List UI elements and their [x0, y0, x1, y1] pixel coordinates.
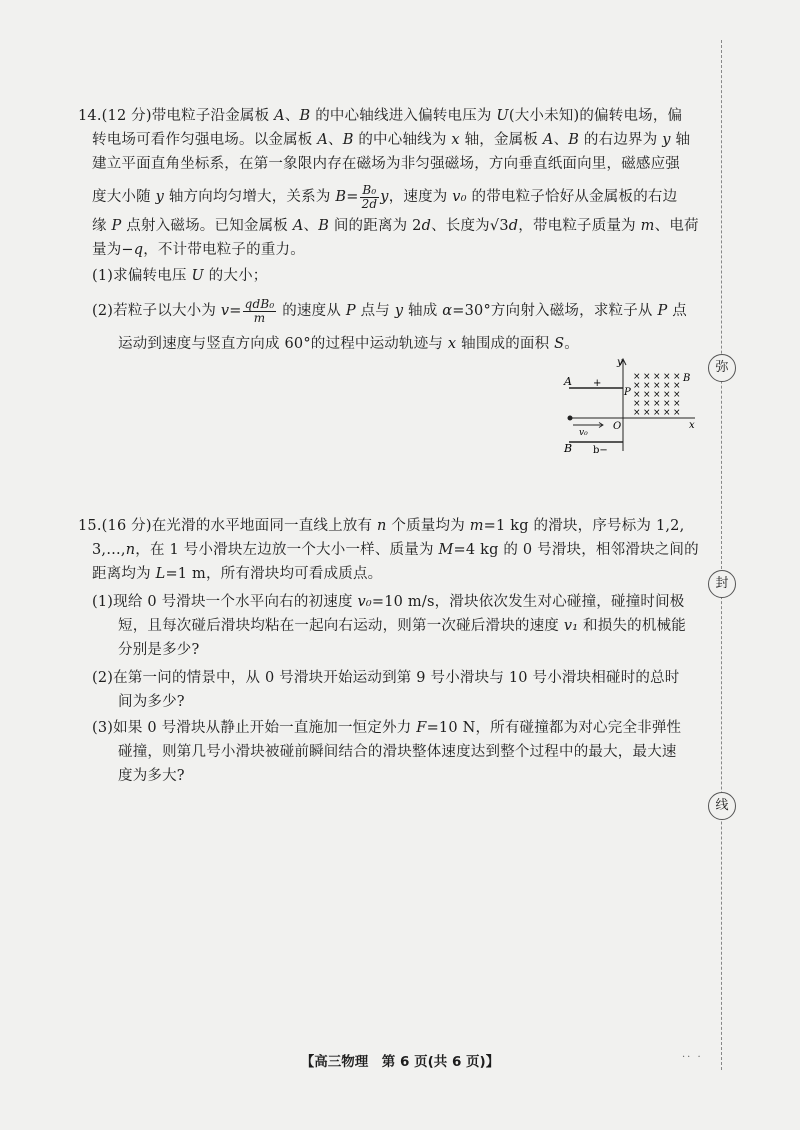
- field-cross: ×: [673, 381, 681, 391]
- var: U: [496, 108, 509, 124]
- var: B: [299, 108, 311, 124]
- q14-part-2-cont: [118, 334, 579, 354]
- label-plate-a: A: [564, 375, 572, 388]
- var: S: [554, 336, 565, 352]
- q15-part-1: [92, 592, 685, 612]
- var: x: [447, 336, 457, 352]
- text: 、: [303, 218, 319, 234]
- field-cross: ×: [633, 408, 641, 418]
- text: =1 kg 的滑块，序号标为 1,2,: [483, 518, 685, 534]
- q15-part-2-cont: 间为多少?: [118, 694, 185, 710]
- text: 、电荷: [654, 218, 699, 234]
- q14-line-5: [92, 216, 699, 236]
- text: 15.(16 分)在光滑的水平地面同一直线上放有: [78, 518, 378, 534]
- field-cross: ×: [673, 390, 681, 400]
- text: 的带电粒子恰好从金属板的右边: [466, 189, 678, 205]
- deflection-figure: [555, 355, 705, 460]
- label-plate-b: B: [564, 442, 573, 455]
- field-cross: ×: [643, 399, 651, 409]
- q15-part-2: (2)在第一问的情景中，从 0 号滑块开始运动到第 9 号小滑块与 10 号小滑块相碰时的总时: [92, 670, 680, 686]
- text: 运动到速度与竖直方向成 60°的过程中运动轨迹与: [118, 336, 448, 352]
- text: 距离均为: [92, 566, 156, 582]
- field-cross: ×: [663, 372, 671, 382]
- text: 量为−: [92, 242, 134, 258]
- field-cross: ×: [633, 399, 641, 409]
- field-cross: ×: [673, 372, 681, 382]
- field-cross: ×: [653, 390, 661, 400]
- text: 点与: [355, 303, 395, 319]
- var: y: [662, 132, 671, 148]
- q14-line-1: [78, 106, 682, 126]
- var: A: [542, 132, 554, 148]
- text: (1)求偏转电压: [92, 268, 192, 284]
- field-cross: ×: [673, 399, 681, 409]
- text: 、: [327, 132, 343, 148]
- text: =10 N，所有碰撞都为对心完全非弹性: [426, 720, 682, 736]
- text: 点射入磁场。已知金属板: [121, 218, 293, 234]
- text: 。: [564, 336, 579, 352]
- text: 转电场可看作匀强电场。以金属板: [92, 132, 318, 148]
- field-cross: ×: [643, 372, 651, 382]
- var: A: [292, 218, 304, 234]
- label-x: x: [689, 420, 695, 431]
- text: 轴，金属板: [459, 132, 543, 148]
- text: (2)若粒子以大小为: [92, 303, 221, 319]
- var: P: [111, 218, 122, 234]
- text: 轴围成的面积: [456, 336, 555, 352]
- var: α: [442, 303, 453, 319]
- q14-line-2: [92, 130, 690, 150]
- text: 短，且每次碰后滑块均粘在一起向右运动，则第一次碰后滑块的速度: [118, 618, 564, 634]
- particle: [568, 416, 573, 421]
- label-minus: b−: [593, 445, 608, 456]
- text: 、: [284, 108, 300, 124]
- field-cross: ×: [653, 381, 661, 391]
- text: =1 m，所有滑块均可看成质点。: [165, 566, 383, 582]
- text: 14.(12 分)带电粒子沿金属板: [78, 108, 275, 124]
- field-cross: ×: [653, 372, 661, 382]
- label-o: O: [613, 421, 622, 432]
- field-cross: ×: [633, 390, 641, 400]
- q15-line-1: [78, 516, 684, 536]
- text: 缘: [92, 218, 112, 234]
- var: v₁: [563, 618, 579, 634]
- denominator: m: [253, 310, 266, 325]
- field-cross: ×: [643, 390, 651, 400]
- var: v=: [220, 303, 242, 319]
- q14-line-3: 建立平面直角坐标系，在第一象限内存在磁场为非匀强磁场，方向垂直纸面向里，磁感应强: [92, 156, 680, 172]
- text: 的大小；: [203, 268, 268, 284]
- var: B: [318, 218, 330, 234]
- seal-feng: 封: [708, 570, 736, 598]
- numerator: qdB₀: [244, 296, 275, 311]
- var: P: [657, 303, 668, 319]
- text: ，在 1 号小滑块左边放一个大小一样、质量为: [135, 542, 439, 558]
- fraction-b0-2d: [360, 184, 380, 211]
- var: x: [451, 132, 460, 148]
- var: m: [469, 518, 484, 534]
- text: (大小未知)的偏转电场，偏: [508, 108, 683, 124]
- q15-line-3: [92, 564, 382, 584]
- label-b-field: B: [683, 373, 691, 384]
- text: 的中心轴线进入偏转电压为: [310, 108, 497, 124]
- numerator: B₀: [360, 184, 380, 198]
- var: A: [317, 132, 328, 148]
- seal-xian: 线: [708, 792, 736, 820]
- text: =30°方向射入磁场，求粒子从: [452, 303, 658, 319]
- field-cross: ×: [663, 408, 671, 418]
- field-cross: ×: [663, 390, 671, 400]
- text: 和损失的机械能: [578, 618, 686, 634]
- text: 的右边界为: [579, 132, 663, 148]
- var: y: [380, 189, 389, 205]
- text: (3)如果 0 号滑块从静止开始一直施加一恒定外力: [92, 720, 417, 736]
- text: 间的距离为 2: [329, 218, 422, 234]
- var: m: [640, 218, 655, 234]
- text: 轴成: [403, 303, 443, 319]
- field-cross: ×: [663, 381, 671, 391]
- var: n: [377, 518, 387, 534]
- text: 度大小随: [92, 189, 156, 205]
- var: v₀: [452, 189, 467, 205]
- label-plus: +: [593, 378, 602, 389]
- var: M: [438, 542, 454, 558]
- var: n: [125, 542, 136, 558]
- q14-part-2: [92, 296, 687, 326]
- var: y: [394, 303, 404, 319]
- text: 个质量均为: [386, 518, 470, 534]
- field-cross: ×: [673, 408, 681, 418]
- q14-line-4: [92, 182, 677, 212]
- field-cross: ×: [653, 408, 661, 418]
- text: 、: [553, 132, 569, 148]
- var: B=: [335, 189, 359, 205]
- text: =4 kg 的 0 号滑块，相邻滑块之间的: [453, 542, 699, 558]
- var: v₀: [357, 594, 372, 610]
- text: 的中心轴线为: [353, 132, 452, 148]
- var: B: [342, 132, 354, 148]
- field-cross: ×: [643, 381, 651, 391]
- denominator: 2d: [361, 196, 378, 211]
- q15-part-3: [92, 718, 681, 738]
- q15-part-3-end: 度为多大?: [118, 768, 185, 784]
- q15-part-3-cont: 碰撞，则第几号小滑块被碰前瞬间结合的滑块整体速度达到整个过程中的最大，最大速: [118, 744, 677, 760]
- var: d: [421, 218, 432, 234]
- field-cross: ×: [633, 381, 641, 391]
- label-v0: v₀: [579, 428, 588, 438]
- text: ，带电粒子质量为: [518, 218, 641, 234]
- var: y: [155, 189, 165, 205]
- text: 的速度从: [277, 303, 346, 319]
- q14-part-1: [92, 266, 267, 286]
- q15-part-1-end: 分别是多少?: [118, 642, 200, 658]
- q15-part-1-cont: [118, 616, 686, 636]
- var: d: [508, 218, 519, 234]
- text: (1)现给 0 号滑块一个水平向右的初速度: [92, 594, 358, 610]
- field-cross: ×: [663, 399, 671, 409]
- var: B: [568, 132, 580, 148]
- var: P: [345, 303, 356, 319]
- text: ，速度为: [388, 189, 453, 205]
- footer-dots: ·· ·: [682, 1052, 703, 1063]
- q15-line-2: [92, 540, 699, 560]
- field-cross: ×: [643, 408, 651, 418]
- text: ，不计带电粒子的重力。: [143, 242, 305, 258]
- var: U: [191, 268, 204, 284]
- text: 3,…,: [92, 542, 126, 558]
- var: L: [155, 566, 166, 582]
- seal-mi: 弥: [708, 354, 736, 382]
- fraction-qdb0-m: [243, 298, 277, 325]
- text: 轴: [670, 132, 691, 148]
- page-footer: 【高三物理 第 6 页(共 6 页)】: [300, 1054, 500, 1070]
- label-y: y: [617, 357, 623, 368]
- text: 、长度为: [431, 218, 490, 234]
- var: F: [416, 720, 427, 736]
- magnetic-field-crosses: [633, 372, 681, 418]
- var: A: [274, 108, 285, 124]
- label-p: P: [624, 387, 631, 398]
- field-cross: ×: [633, 372, 641, 382]
- text: 点: [667, 303, 687, 319]
- binding-dashed-line: [721, 40, 722, 1070]
- text: 轴方向均匀增大，关系为: [164, 189, 336, 205]
- text: =10 m/s，滑块依次发生对心碰撞，碰撞时间极: [371, 594, 685, 610]
- sqrt-3: √3: [489, 218, 509, 234]
- q14-line-6: [92, 240, 305, 260]
- var: q: [133, 242, 144, 258]
- field-cross: ×: [653, 399, 661, 409]
